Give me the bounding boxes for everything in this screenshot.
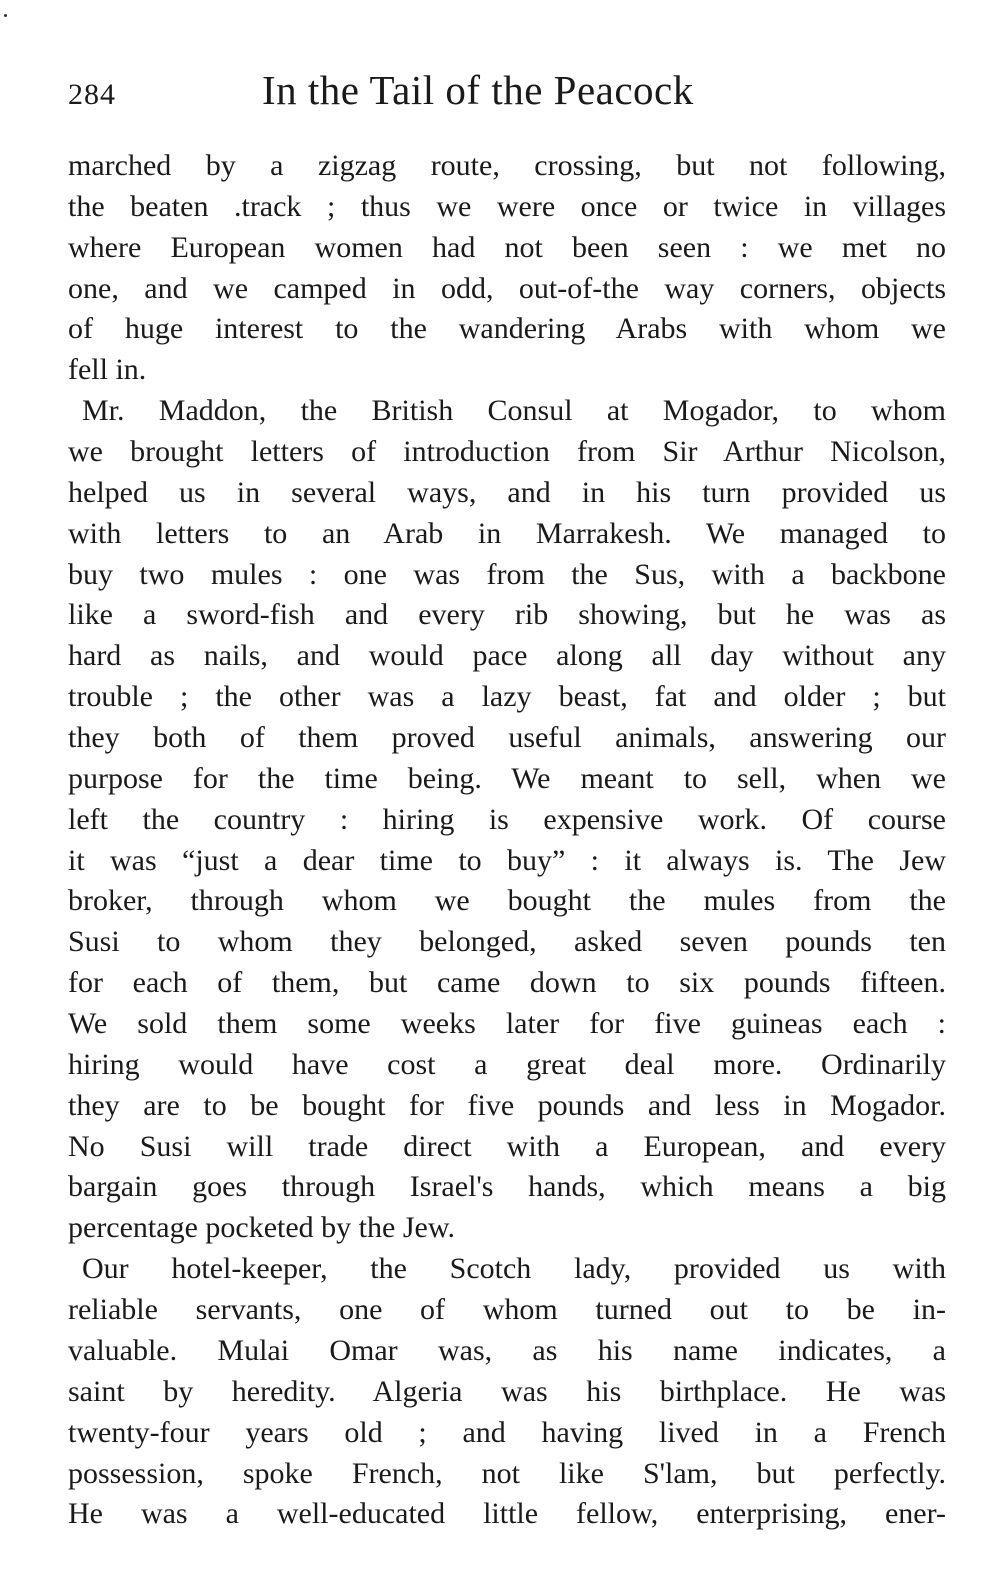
text-line: buy two mules : one was from the Sus, with a backbone [68, 557, 946, 591]
text-line: left the country : hiring is expensive work. Of course [68, 802, 946, 836]
text-line: He was a well-educated little fellow, enterprising, ener- [68, 1497, 946, 1531]
text-line: purpose for the time being. We meant to sell, when we [68, 761, 946, 795]
text-line: hiring would have cost a great deal more. Ordinarily [68, 1047, 946, 1081]
print-speck [4, 14, 7, 17]
text-line: broker, through whom we bought the mules from the [68, 884, 946, 918]
text-line: bargain goes through Israel's hands, which means a big [68, 1170, 946, 1204]
text-line: hard as nails, and would pace along all day without any [68, 639, 946, 673]
text-line: one, and we camped in odd, out-of-the way corners, objects [68, 271, 946, 305]
text-line: where European women had not been seen : we met no [68, 230, 946, 264]
text-line: they both of them proved useful animals, answering our [68, 721, 946, 755]
text-line: No Susi will trade direct with a European, and every [68, 1129, 946, 1163]
text-line: it was “just a dear time to buy” : it always is. The Jew [68, 843, 946, 877]
text-line: with letters to an Arab in Marrakesh. We managed to [68, 516, 946, 550]
text-line: We sold them some weeks later for five guineas each : [68, 1007, 946, 1041]
text-line: reliable servants, one of whom turned out to be in- [68, 1293, 946, 1327]
text-line: fell in. [68, 353, 147, 387]
text-line: of huge interest to the wandering Arabs with whom we [68, 312, 946, 346]
text-line: like a sword-fish and every rib showing, but he was as [68, 598, 946, 632]
running-header [68, 66, 948, 126]
text-line: saint by heredity. Algeria was his birthplace. He was [68, 1374, 946, 1408]
text-line: valuable. Mulai Omar was, as his name indicates, a [68, 1333, 946, 1367]
running-title: In the Tail of the Peacock [262, 67, 694, 113]
page-number: 284 [68, 78, 116, 111]
text-line: percentage pocketed by the Jew. [68, 1211, 456, 1245]
text-line: for each of them, but came down to six pounds fifteen. [68, 966, 946, 1000]
text-line: we brought letters of introduction from Sir Arthur Nicolson, [68, 435, 946, 469]
text-line: twenty-four years old ; and having lived in a French [68, 1415, 946, 1449]
text-line: they are to be bought for five pounds and less in Mogador. [68, 1088, 946, 1122]
text-line: Our hotel-keeper, the Scotch lady, provided us with [82, 1252, 946, 1286]
text-line: marched by a zigzag route, crossing, but not following, [68, 149, 946, 182]
text-line: Susi to whom they belonged, asked seven pounds ten [68, 925, 946, 959]
text-line: helped us in several ways, and in his turn provided us [68, 475, 946, 509]
text-line: trouble ; the other was a lazy beast, fat and older ; but [68, 680, 946, 714]
text-line: Mr. Maddon, the British Consul at Mogador, to whom [82, 394, 946, 428]
body-text [68, 146, 946, 1535]
text-line: the beaten .track ; thus we were once or twice in villages [68, 189, 946, 223]
text-line: possession, spoke French, not like S'lam, but perfectly. [68, 1456, 946, 1490]
